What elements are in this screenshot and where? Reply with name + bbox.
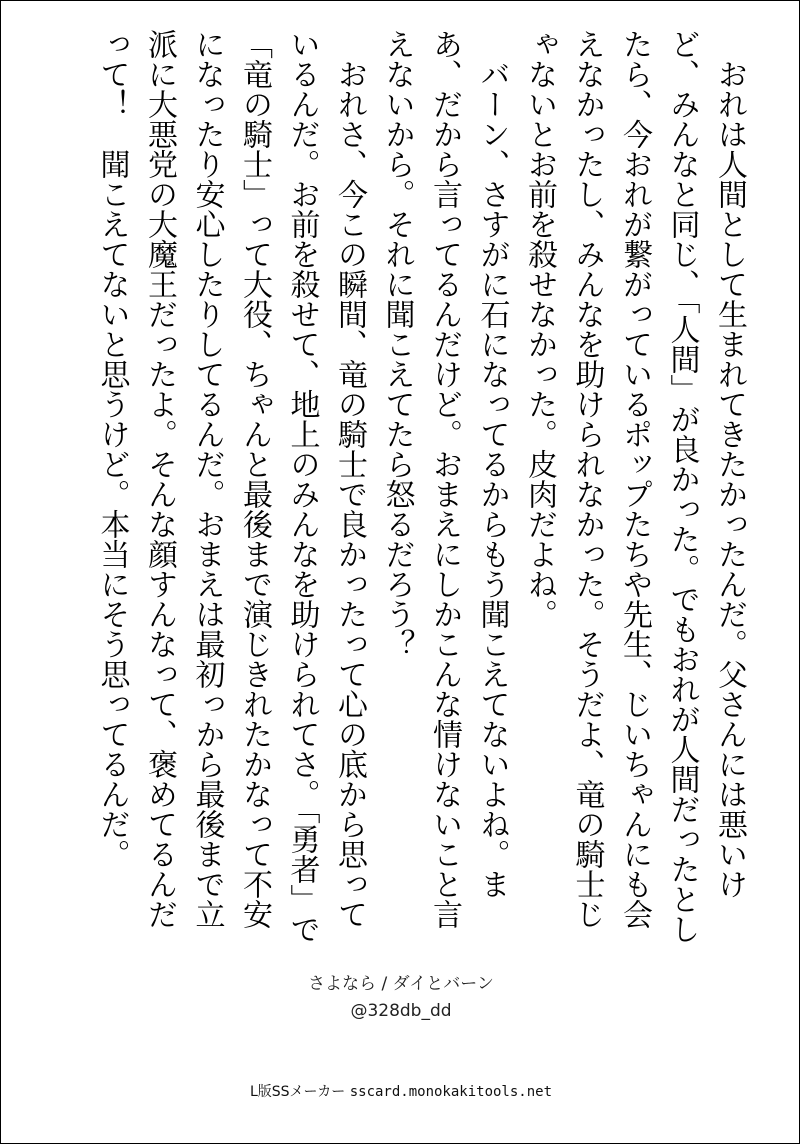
work-title: さよなら / ダイとバーン — [308, 974, 494, 994]
maker-credit — [1, 1081, 800, 1101]
author-handle: @328db_dd — [350, 1001, 452, 1021]
maker-name: L版SSメーカー — [249, 1084, 346, 1100]
story-text — [43, 29, 753, 949]
paragraph-1: おれは人間として生まれてきたかったんだ。父さんには悪いけど、みんなと同じ、「人間」が良かった。でもおれが人間だったとしたら、今おれが繋がっているポップたちや先生、じいちゃんにも会えなかったし、みんなを助けられなかった。そうだよ、竜の騎士じゃないとお前を殺せなかった。皮肉だよね。 — [522, 29, 747, 944]
paragraph-2: バーン、さすがに石になってるからもう聞こえてないよね。まあ、だから言ってるんだけど。おまえにしかこんな情けないこと言えないから。それに聞こえてたら怒るだろう？ — [379, 29, 510, 929]
paragraph-3: おれさ、今この瞬間、竜の騎士で良かったって心の底から思っているんだ。お前を殺せて、地上のみんなを助けられてさ。「勇者」で「竜の騎士」って大役、ちゃんと最後まで演じきれたかなって不安になったり安心したりしてるんだ。おまえは最初っから最後まで立派に大悪党の大魔王だったよ。そんな顔すんなって、褒めてるんだって！ 聞こえてないと思うけど。本当にそう思ってるんだ。 — [94, 29, 367, 944]
maker-url: sscard.monokakitools.net — [349, 1084, 553, 1100]
